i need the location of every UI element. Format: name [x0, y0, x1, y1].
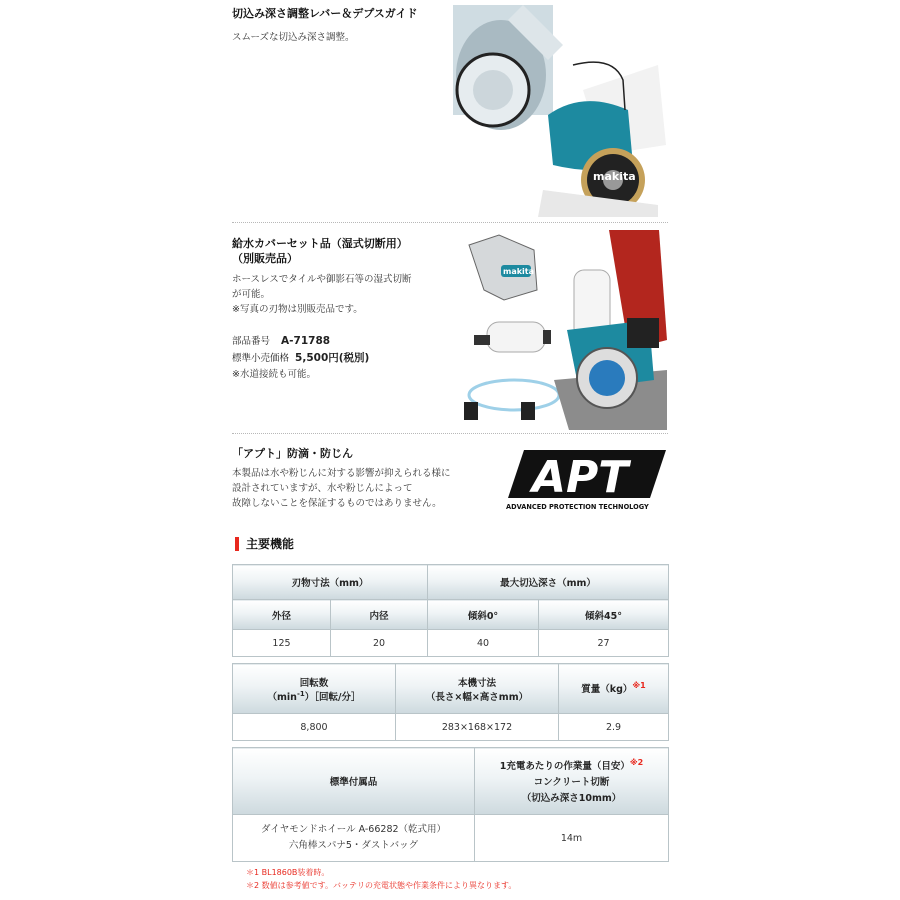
apt-desc-1: 本製品は水や粉じんに対する影響が抑えられる様に — [232, 468, 451, 479]
td-outer: 125 — [233, 630, 331, 657]
td-dims: 283×168×172 — [396, 714, 559, 741]
td-rpm: 8,800 — [233, 714, 396, 741]
th-mass: 質量（kg）$^{※1}$ — [559, 664, 669, 714]
th-max-depth: 最大切込深さ（mm） — [428, 565, 669, 600]
th-accessories: 標準付属品 — [233, 748, 475, 815]
footnote-2: ＊2 数値は参考値です。バッテリの充電状態や作業条件により異なります。 — [246, 881, 517, 890]
apt-logo — [506, 448, 668, 514]
svg-text:makita: makita — [503, 267, 535, 276]
th-inner: 内径 — [331, 600, 428, 630]
td-inner: 20 — [331, 630, 428, 657]
price: 5,500円(税別) — [295, 352, 370, 364]
th-tilt0: 傾斜0° — [428, 600, 539, 630]
footnote-1: ＊1 BL1860B装着時。 — [246, 868, 330, 877]
mass-note: ※1 — [632, 681, 646, 691]
spec-table-body — [232, 663, 669, 741]
divider-1 — [232, 222, 668, 223]
water-note: ※水道接続も可能。 — [232, 369, 316, 380]
water-cover-desc-1: ホースレスでタイルや御影石等の湿式切断 — [232, 274, 412, 285]
svg-text:makita: makita — [593, 170, 636, 183]
th-rpm: 回転数 $(\min^{-1})[$回転/分］ — [233, 664, 396, 714]
divider-2 — [232, 433, 668, 434]
water-cover-desc-2: が可能。 — [232, 289, 271, 300]
water-cover-title-2: （別販売品） — [232, 252, 298, 265]
td-tilt0: 40 — [428, 630, 539, 657]
depth-guide-photo — [453, 5, 666, 217]
part-no-label: 部品番号 — [232, 336, 271, 347]
td-work: 14m — [475, 815, 669, 862]
td-mass: 2.9 — [559, 714, 669, 741]
spec-title: 主要機能 — [246, 537, 295, 551]
td-accessories: ダイヤモンドホイール A-66282（乾式用） 六角棒スパナ5・ダストバッグ — [233, 815, 475, 862]
svg-text:APT: APT — [532, 452, 629, 503]
th-tilt45: 傾斜45° — [539, 600, 669, 630]
spec-table-accessories — [232, 747, 669, 862]
spec-heading — [232, 534, 668, 556]
water-cover-desc-3: ※写真の刃物は別販売品です。 — [232, 304, 363, 315]
apt-title: 「アプト」防滴・防じん — [232, 447, 353, 460]
th-dims: 本機寸法 （長さ×幅×高さmm） — [396, 664, 559, 714]
th-outer: 外径 — [233, 600, 331, 630]
svg-text:ADVANCED PROTECTION TECHNOLOGY: ADVANCED PROTECTION TECHNOLOGY — [506, 503, 649, 511]
apt-desc-3: 故障しないことを保証するものではありません。 — [232, 498, 442, 509]
price-label: 標準小売価格 — [232, 353, 290, 364]
part-no: A-71788 — [281, 335, 331, 347]
accent-bar — [235, 537, 239, 551]
td-tilt45: 27 — [539, 630, 669, 657]
th-work: 1充電あたりの作業量（目安）$^{※2}$ コンクリート切断 （切込み深さ10mm） — [475, 748, 669, 815]
th-blade: 刃物寸法（mm） — [233, 565, 428, 600]
depth-guide-title: 切込み深さ調整レバー＆デプスガイド — [232, 7, 418, 20]
depth-guide-desc: スムーズな切込み深さ調整。 — [232, 32, 355, 43]
work-note: ※2 — [629, 757, 644, 767]
water-cover-title: 給水カバーセット品（湿式切断用） — [232, 237, 408, 250]
spec-table-blade — [232, 564, 669, 657]
water-cover-photo — [459, 230, 667, 430]
apt-desc-2: 設計されていますが、水や粉じんによって — [232, 483, 413, 494]
